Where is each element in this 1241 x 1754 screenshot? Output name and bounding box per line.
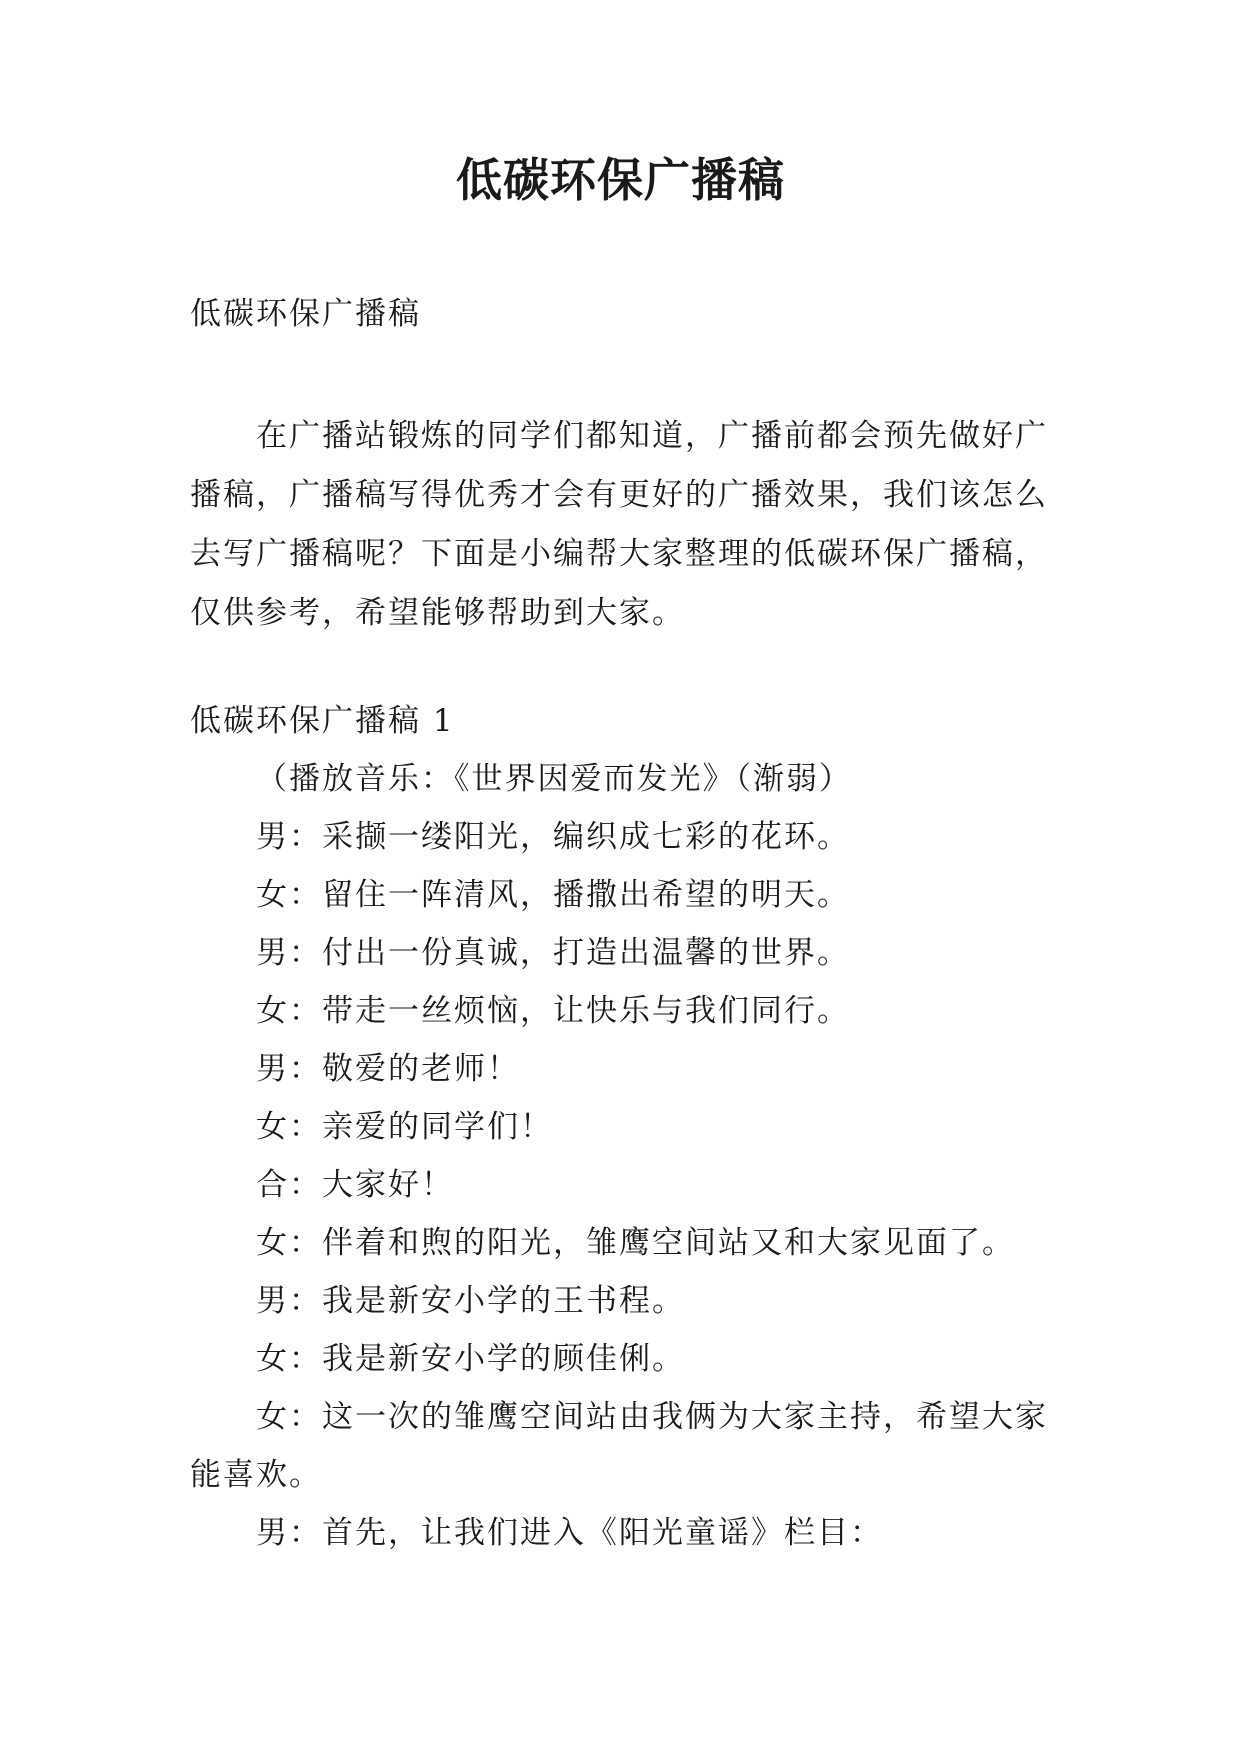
script-line: 女：这一次的雏鹰空间站由我俩为大家主持，希望大家能喜欢。 [190, 1399, 1048, 1493]
intro-paragraph: 在广播站锻炼的同学们都知道，广播前都会预先做好广播稿，广播稿写得优秀才会有更好的广播效果，我们该怎么去写广播稿呢？下面是小编帮大家整理的低碳环保广播稿，仅供参考，希望能够帮助到大家。 [190, 418, 1048, 631]
script-line: 男：敬爱的老师！ [256, 1051, 520, 1087]
page-title: 低碳环保广播稿 [456, 153, 785, 207]
script-line: 女：留住一阵清风，播撒出希望的明天。 [256, 877, 850, 913]
script-line: 男：我是新安小学的王书程。 [256, 1283, 685, 1319]
script-line: 女：亲爱的同学们！ [256, 1109, 553, 1145]
document-subtitle: 低碳环保广播稿 [190, 296, 421, 332]
script-line: 女：我是新安小学的顾佳俐。 [256, 1341, 685, 1377]
script-line: 男：付出一份真诚，打造出温馨的世界。 [256, 935, 850, 971]
script-line: 男：采撷一缕阳光，编织成七彩的花环。 [256, 819, 850, 855]
script-line: （播放音乐：《世界因爱而发光》（渐弱） [256, 761, 852, 797]
script-line: 男：首先，让我们进入《阳光童谣》栏目： [256, 1515, 883, 1551]
script-line: 合：大家好！ [256, 1167, 454, 1203]
script-lines [190, 750, 1066, 1562]
section-title: 低碳环保广播稿 1 [190, 703, 455, 739]
script-line: 女：伴着和煦的阳光，雏鹰空间站又和大家见面了。 [256, 1225, 1015, 1261]
script-line: 女：带走一丝烦恼，让快乐与我们同行。 [256, 993, 850, 1029]
